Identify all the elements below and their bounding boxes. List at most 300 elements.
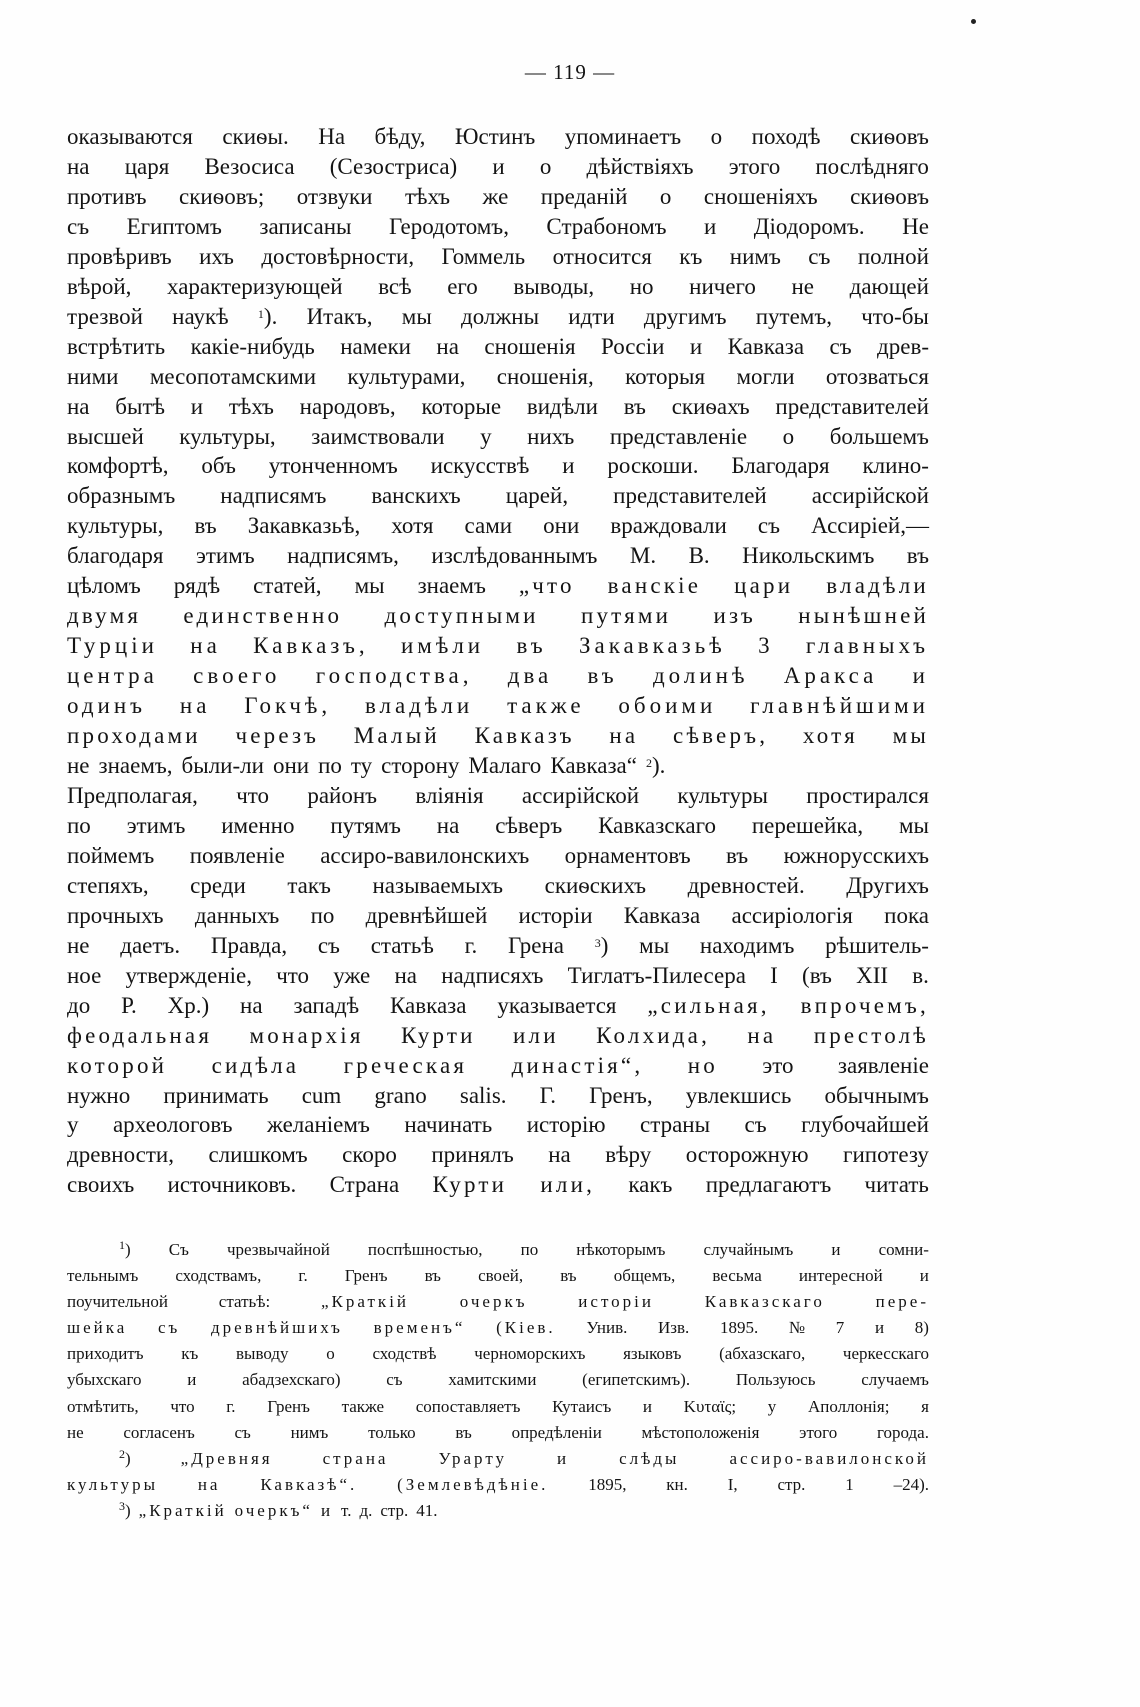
footnote-word: Гренъ	[267, 1396, 310, 1416]
word: пока	[884, 902, 929, 928]
word: данныхъ	[194, 902, 280, 928]
footnote-word: въ	[455, 1422, 472, 1442]
word: надписямъ	[220, 483, 327, 509]
word: ихъ	[199, 243, 234, 269]
footnote-word: сходствѣ	[372, 1344, 437, 1364]
word: отзвуки	[296, 183, 373, 209]
word: „сильная,	[647, 992, 770, 1018]
word: и	[704, 213, 717, 239]
footnote-word: случаемъ	[861, 1370, 929, 1390]
word: Итакъ,	[306, 303, 373, 329]
word: походѣ	[751, 124, 821, 149]
word: благодаря	[67, 543, 164, 569]
word: на	[609, 723, 639, 749]
word: заявленіе	[837, 1052, 929, 1078]
text-line	[67, 182, 929, 212]
word: роскоши.	[607, 453, 699, 479]
word: cum	[301, 1082, 342, 1108]
footnote-word: 41.	[416, 1500, 438, 1520]
word: греческая	[343, 1052, 468, 1078]
word: что	[276, 962, 310, 988]
word: среди	[190, 872, 246, 898]
word: клино-	[862, 453, 929, 479]
word: съ	[757, 513, 780, 539]
word: достовѣрности,	[261, 243, 415, 269]
word: такъ	[287, 872, 331, 898]
footnote-word: только	[368, 1422, 416, 1442]
word: доступными	[384, 603, 539, 629]
text-line	[67, 811, 929, 841]
word: ванскихъ	[371, 483, 461, 509]
footnote-word: Кавказѣ“.	[260, 1474, 358, 1494]
footnote-word: Унив.	[586, 1318, 628, 1338]
word: на	[67, 393, 90, 419]
word: „что	[518, 573, 575, 599]
text-line	[67, 991, 929, 1021]
footnote-line	[67, 1341, 929, 1367]
word: мы	[898, 812, 929, 838]
footnote-word: очеркъ	[459, 1292, 528, 1312]
word: о	[782, 423, 795, 449]
word: (Сезостриса)	[329, 153, 458, 179]
word: путями	[580, 603, 672, 629]
word: в.	[912, 962, 929, 988]
word: объ	[201, 453, 236, 479]
word: сидѣла	[211, 1052, 300, 1078]
text-line	[67, 631, 929, 661]
word: страны	[640, 1112, 711, 1138]
footnote-word: 1895,	[588, 1474, 627, 1494]
word: представителей	[613, 483, 767, 509]
footnote-word: Изв.	[658, 1318, 690, 1338]
word: $^1$).	[257, 303, 278, 329]
footnote-word: страна	[322, 1448, 389, 1468]
footnote-word: Гренъ	[344, 1266, 388, 1286]
word: они	[543, 513, 580, 539]
word: также	[507, 693, 585, 719]
word: Ассиріей,—	[811, 513, 929, 539]
word: главнѣйшими	[750, 693, 929, 719]
word: послѣдняго	[815, 153, 929, 179]
word: Хр.)	[167, 992, 210, 1018]
word: культуры	[677, 782, 768, 808]
word: древ-	[877, 333, 929, 359]
word: археологовъ	[112, 1112, 233, 1138]
word: записаны	[259, 213, 352, 239]
text-line	[67, 481, 929, 511]
word: цари	[734, 573, 794, 599]
text-line	[67, 571, 929, 601]
word: исторію	[526, 1112, 606, 1138]
word: 3	[758, 633, 774, 659]
footnote-word: Кутаисъ	[552, 1396, 612, 1416]
footnote-word: и	[642, 1396, 653, 1416]
footnote-word: и	[557, 1448, 570, 1468]
footnote-word: Аполлонія;	[807, 1396, 890, 1416]
word: у	[480, 423, 492, 449]
word: относится	[552, 243, 652, 269]
word: древностей.	[687, 872, 805, 898]
word: что	[236, 782, 270, 808]
word: наукѣ	[172, 303, 229, 329]
word: Кавказа“	[550, 753, 637, 779]
word: на	[548, 1142, 571, 1168]
footnote-word: д.	[359, 1500, 373, 1520]
word: представленіе	[609, 423, 748, 449]
text-line	[67, 691, 929, 721]
footnote-word: съ	[234, 1422, 251, 1442]
footnote-word: черноморскихъ	[474, 1344, 586, 1364]
footnote-word: и	[187, 1370, 197, 1390]
footnote-word: г.	[298, 1266, 308, 1286]
word: г.	[464, 932, 478, 958]
text-line	[67, 362, 929, 392]
footnote-word: Урарту	[438, 1448, 508, 1468]
word: бѣду,	[374, 124, 426, 149]
footnote-word: и	[919, 1266, 929, 1286]
footnote-word: въ	[560, 1266, 577, 1286]
word: южнорусскихъ	[783, 842, 929, 868]
text-line	[67, 721, 929, 751]
word: Грена	[507, 932, 565, 958]
footnotes	[67, 1237, 929, 1524]
word: сѣверъ	[495, 812, 563, 838]
footnote-word: –24).	[893, 1474, 929, 1494]
footnote-word: г.	[226, 1396, 236, 1416]
word: этого	[728, 153, 781, 179]
word: находимъ	[699, 932, 795, 958]
footnote-word: города.	[876, 1422, 929, 1442]
word: Закавказьѣ	[578, 633, 726, 659]
word: и	[912, 663, 929, 689]
word: даетъ.	[120, 932, 181, 958]
word: Везосиса	[204, 153, 295, 179]
word: по	[67, 812, 91, 838]
word: На	[318, 124, 346, 149]
word: Страбономъ	[546, 213, 667, 239]
word: полной	[857, 243, 929, 269]
word: принялъ	[431, 1142, 514, 1168]
word: и	[190, 393, 204, 419]
word: центра	[67, 663, 158, 689]
footnote-word: съ	[386, 1370, 403, 1390]
word: но	[629, 273, 654, 299]
word: вѣру	[605, 1142, 652, 1168]
word: черезъ	[235, 723, 320, 749]
footnote-word: Съ	[168, 1240, 189, 1259]
word: ное	[67, 962, 102, 988]
word: grano	[374, 1082, 427, 1108]
word: статьѣ	[370, 932, 434, 958]
word: salis.	[459, 1082, 507, 1108]
word: или,	[540, 1172, 596, 1198]
word: Г.	[539, 1082, 557, 1108]
word: Другихъ	[846, 872, 929, 898]
word: монархія	[249, 1022, 364, 1048]
word: на	[436, 333, 459, 359]
word: скиѳы.	[222, 124, 289, 149]
footnote-word: временъ“	[373, 1318, 466, 1338]
word: тѣхъ	[228, 393, 274, 419]
word: его	[447, 273, 478, 299]
word: которой	[67, 1052, 168, 1078]
word: которые	[421, 393, 502, 419]
footnote-line	[67, 1315, 929, 1341]
footnote-word: (абхазскаго,	[719, 1344, 806, 1364]
word: тѣхъ	[404, 183, 450, 209]
word: Страна	[329, 1172, 400, 1198]
footnote-word: статьѣ:	[218, 1292, 271, 1312]
word: трезвой	[67, 303, 143, 329]
word: изслѣдованнымъ	[431, 543, 598, 569]
word: скиѳовъ;	[179, 183, 265, 209]
word: скиѳахъ	[671, 393, 750, 419]
footnote-word: кн.	[666, 1474, 688, 1494]
word: вѣрой,	[67, 273, 132, 299]
footnote-word: я	[921, 1396, 929, 1416]
word: въ	[194, 513, 217, 539]
word: господства,	[315, 663, 473, 689]
word: представителей	[775, 393, 929, 419]
word: на	[436, 812, 460, 838]
word: ничего	[689, 273, 756, 299]
footnote-word: „Краткій	[138, 1500, 227, 1520]
word: по	[318, 753, 342, 779]
footnote-word: опредѣленіи	[511, 1422, 602, 1442]
word: въ	[623, 393, 646, 419]
footnote-word: на	[197, 1474, 221, 1494]
word: дѣйствіяхъ	[586, 153, 694, 179]
word: другимъ	[643, 303, 727, 329]
word: рѣшитель-	[825, 932, 929, 958]
ink-speck	[971, 19, 976, 24]
word: Турціи	[67, 633, 158, 659]
footnote-word: и	[831, 1240, 841, 1259]
word: статей,	[253, 573, 322, 599]
word: на	[179, 693, 211, 719]
word: Діодоромъ.	[753, 213, 865, 239]
footnote-word: стр.	[380, 1500, 409, 1520]
word: уже	[333, 962, 371, 988]
word: отозваться	[825, 363, 929, 389]
word: месопотамскими	[149, 363, 317, 389]
word: нынѣшней	[798, 603, 929, 629]
word: что-бы	[861, 303, 929, 329]
word: ассиро-вавилонскихъ	[320, 842, 530, 868]
text-line	[67, 1140, 929, 1170]
word: мы	[639, 932, 670, 958]
word: Р.	[121, 992, 137, 1018]
footnote-word: случайнымъ	[703, 1240, 794, 1259]
word: династія“,	[511, 1052, 644, 1078]
word: начинать	[404, 1112, 493, 1138]
word: характеризующей	[167, 273, 343, 299]
word: съ	[317, 932, 340, 958]
footnote-word: къ	[181, 1344, 199, 1364]
word: Юстинъ	[454, 124, 536, 149]
word: или	[513, 1022, 559, 1048]
text-line	[67, 1021, 929, 1051]
footnote-line	[67, 1237, 929, 1263]
footnote-word: Пользуюсь	[735, 1370, 816, 1390]
footnote-word: согласенъ	[123, 1422, 195, 1442]
text-line	[67, 781, 929, 811]
footnote-word: стр.	[777, 1474, 806, 1494]
word: появленіе	[189, 842, 285, 868]
word: не	[791, 273, 815, 299]
word: перешейка,	[751, 812, 864, 838]
word: простирался	[806, 782, 929, 808]
word: дающей	[849, 273, 929, 299]
text-line	[67, 901, 929, 931]
word: съ	[744, 1112, 767, 1138]
word: нихъ	[527, 423, 575, 449]
text-line	[67, 122, 929, 152]
word: утвержденіе,	[125, 962, 252, 988]
footnote-word: общемъ,	[613, 1266, 676, 1286]
word: главныхъ	[805, 633, 929, 659]
word: Кавказа	[727, 333, 805, 359]
word: но	[687, 1052, 718, 1078]
word: большемъ	[829, 423, 929, 449]
footnote-word: древнѣйшихъ	[210, 1318, 343, 1338]
word: надписямъ,	[287, 543, 399, 569]
word: какъ	[628, 1172, 673, 1198]
word: на	[394, 962, 417, 988]
word: высшей	[67, 423, 144, 449]
word: Курти	[432, 1172, 508, 1198]
footnote-line	[67, 1394, 929, 1420]
word: Колхида,	[596, 1022, 711, 1048]
word: гипотезу	[843, 1142, 929, 1168]
text-line	[67, 541, 929, 571]
footnote-word: Кавказскаго	[704, 1292, 825, 1312]
word: глубочайшей	[801, 1112, 929, 1138]
word: Предполагая,	[67, 782, 198, 808]
word: въ	[516, 633, 547, 659]
word: и	[492, 153, 505, 179]
word: путемъ,	[755, 303, 832, 329]
word: намеки	[340, 333, 411, 359]
footnote-word: I,	[727, 1474, 738, 1494]
text-line	[67, 212, 929, 242]
word: сами	[464, 513, 513, 539]
footnote-word: $^1$)	[119, 1238, 131, 1259]
text-line	[67, 1081, 929, 1111]
word: Не	[902, 213, 929, 239]
word: Гокчѣ,	[244, 693, 332, 719]
word: Аракса	[783, 663, 878, 689]
word: были-ли	[181, 753, 264, 779]
footnote-word: приходитъ	[67, 1344, 144, 1364]
word: единственно	[183, 603, 343, 629]
footnote-word: 1895.	[719, 1318, 759, 1338]
text-line	[67, 152, 929, 182]
footnote-word: культуры	[67, 1474, 158, 1494]
word: имѣли	[400, 633, 485, 659]
word: надписяхъ	[441, 962, 544, 988]
word: $^3$)	[594, 932, 609, 958]
word: Россіи	[601, 333, 665, 359]
text-line	[67, 511, 929, 541]
word: Благодаря	[731, 453, 830, 479]
word: изъ	[713, 603, 756, 629]
footnote-word: нѣкоторымъ	[576, 1240, 666, 1259]
word: XII	[856, 962, 889, 988]
text-line	[67, 751, 929, 781]
word: владѣли	[826, 573, 929, 599]
word: два	[507, 663, 553, 689]
word: культуры,	[179, 423, 276, 449]
word: выводы,	[513, 273, 595, 299]
word: Геродотомъ,	[388, 213, 509, 239]
word: ними	[67, 363, 119, 389]
word: сторону	[381, 753, 460, 779]
word: этимъ	[195, 543, 255, 569]
word: ванскіе	[607, 573, 702, 599]
footnote-word: „Краткій	[321, 1292, 410, 1312]
word: проходами	[67, 723, 201, 749]
word: хотя	[391, 513, 434, 539]
word: они	[272, 753, 310, 779]
word: древнѣйшей	[365, 902, 488, 928]
word: мы	[401, 303, 432, 329]
text-line	[67, 931, 929, 961]
word: Кавказъ	[474, 723, 575, 749]
word: не	[67, 753, 90, 779]
footnote-word: чрезвычайной	[226, 1240, 330, 1259]
text-line	[67, 302, 929, 332]
footnote-word: абадзехскаго)	[242, 1370, 341, 1390]
word: нимъ	[729, 243, 781, 269]
word: культуры,	[67, 513, 164, 539]
footnote-word: о	[326, 1344, 335, 1364]
word: царей,	[505, 483, 569, 509]
footnote-word: (Кiев.	[496, 1318, 556, 1338]
text-line	[67, 841, 929, 871]
footnote-word: 1	[845, 1474, 854, 1494]
footnote-word: №	[788, 1318, 806, 1338]
word: этимъ	[126, 812, 186, 838]
text-line	[67, 332, 929, 362]
word: Кавказскаго	[598, 812, 716, 838]
text-line	[67, 451, 929, 481]
word: районъ	[307, 782, 378, 808]
word: увлекшись	[685, 1082, 792, 1108]
footnote-word: также	[341, 1396, 385, 1416]
footnote-word: не	[67, 1422, 84, 1442]
word: о	[710, 124, 723, 149]
word: всѣ	[378, 273, 412, 299]
word: Правда,	[210, 932, 288, 958]
footnote-word: слѣды	[619, 1448, 680, 1468]
word: владѣли	[364, 693, 474, 719]
word: (въ	[802, 962, 832, 988]
word: въ	[726, 842, 749, 868]
word: хотя	[802, 723, 858, 749]
word: преданій	[540, 183, 628, 209]
word: источниковъ.	[167, 1172, 297, 1198]
footnote-word: Κυταϊς;	[683, 1396, 737, 1416]
word: Курти	[401, 1022, 476, 1048]
word: Никольскимъ	[742, 543, 875, 569]
footnote-word: „Древняя	[180, 1448, 273, 1468]
text-line	[67, 1051, 929, 1081]
footnote-word: т.	[341, 1500, 352, 1520]
word: слишкомъ	[208, 1142, 308, 1168]
footnote-word: $^3$)	[119, 1498, 131, 1520]
footnote-word: интересной	[798, 1266, 883, 1286]
